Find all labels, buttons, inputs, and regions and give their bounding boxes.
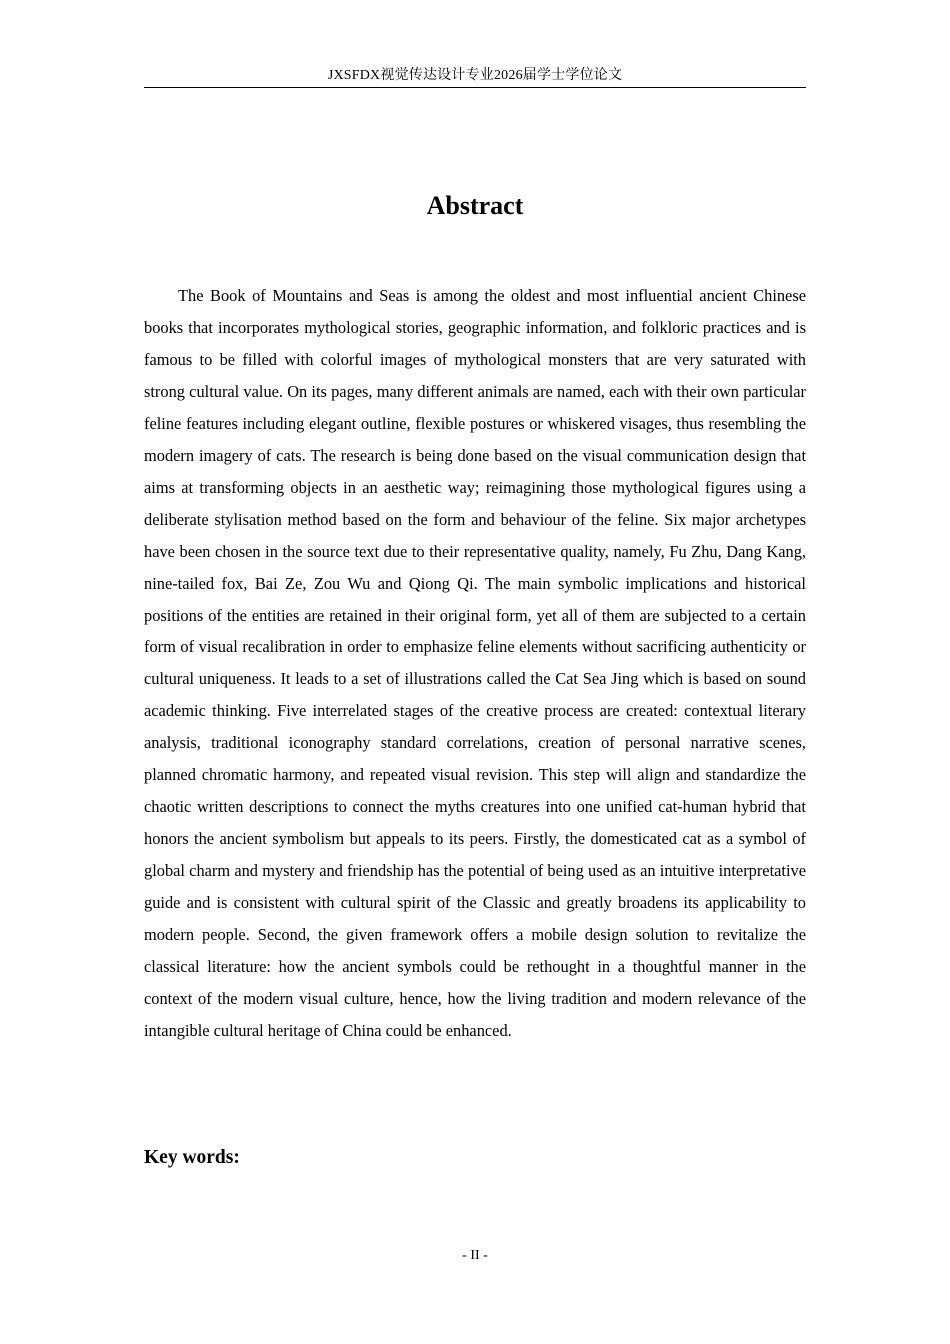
abstract-title: Abstract [426,191,524,220]
running-header [144,66,806,88]
abstract-body: The Book of Mountains and Seas is among the oldest and most influential ancient Chinese books that incorporates mythological stories, geographic information, and folkloric practices and is famous to be filled with colorful images of mythological monsters that are very saturated with strong cultural value. On its pages, many different animals are named, each with their own particular feline features including elegant outline, flexible postures or whiskered visages, thus resembling the modern imagery of cats. The research is being done based on the visual communication design that aims at transforming objects in an aesthetic way; reimagining those mythological figures using a deliberate stylisation method based on the form and behaviour of the feline. Six major archetypes have been chosen in the source text due to their representative quality, namely, Fu Zhu, Dang Kang, nine-tailed fox, Bai Ze, Zou Wu and Qiong Qi. The main symbolic implications and historical positions of the entities are retained in their original form, yet all of them are subjected to a certain form of visual recalibration in order to emphasize feline elements without sacrificing authenticity or cultural uniqueness. It leads to a set of illustrations called the Cat Sea Jing which is based on sound academic thinking. Five interrelated stages of the creative process are created: contextual literary analysis, traditional iconography standard correlations, creation of personal narrative scenes, planned chromatic harmony, and repeated visual revision. This step will align and standardize the chaotic written descriptions to connect the myths creatures into one unified cat-human hybrid that honors the ancient symbolism but appeals to its peers. Firstly, the domesticated cat as a symbol of global charm and mystery and friendship has the potential of being used as an intuitive interpretative guide and is consistent with cultural spirit of the Classic and greatly broadens its applicability to modern people. Second, the given framework offers a mobile design solution to revitalize the classical literature: how the ancient symbols could be rethought in a thoughtful manner in the context of the modern visual culture, hence, how the living tradition and modern relevance of the intangible cultural heritage of China could be enhanced. [144,286,806,1040]
running-header-title: JXSFDX视觉传达设计专业2026届学士学位论文 [327,68,623,83]
keywords-label: Key words: [144,1147,240,1168]
page-number: - II - [462,1248,488,1263]
